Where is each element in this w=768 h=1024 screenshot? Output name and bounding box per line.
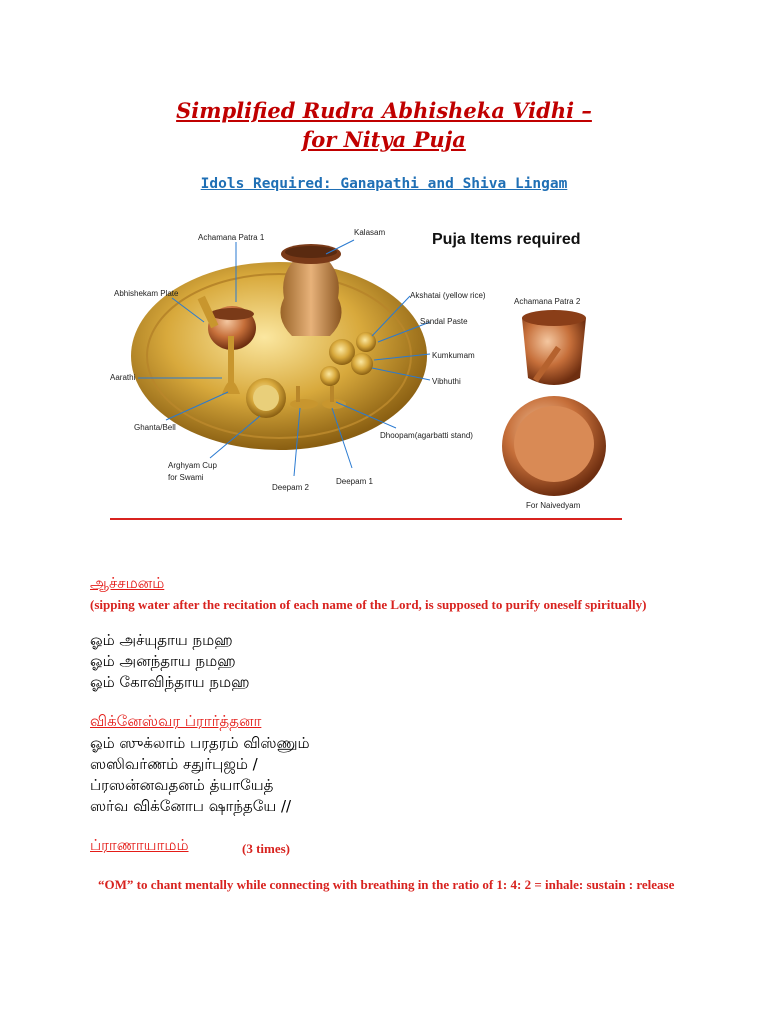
achamanam-line-3: ஓம் கோவிந்தாய நமஹ [90, 673, 250, 691]
label-deepam-2: Deepam 2 [272, 483, 309, 492]
puja-items-figure [104, 218, 624, 516]
label-naivedyam: For Naivedyam [526, 501, 581, 510]
label-vibhuthi: Vibhuthi [432, 377, 461, 386]
label-achamana-1: Achamana Patra 1 [198, 233, 265, 242]
vighneswara-line-3: ப்ரஸன்னவதனம் த்யாயேத் [90, 776, 274, 794]
label-aarathi: Aarathi [110, 373, 136, 382]
label-akshatai: Akshatai (yellow rice) [410, 291, 486, 300]
achamanam-line-1: ஓம் அச்யுதாய நமஹ [90, 631, 233, 649]
vighneswara-line-4: ஸர்வ விக்னோப ஷாந்தயே // [90, 797, 292, 815]
achamanam-heading: ஆச்சமனம் [90, 574, 165, 592]
achamanam-line-2: ஓம் அனந்தாய நமஹ [90, 652, 236, 670]
section-divider [110, 518, 622, 520]
title-line-2: for Nitya Puja [302, 127, 466, 152]
label-sandal: Sandal Paste [420, 317, 468, 326]
label-ghanta: Ghanta/Bell [134, 423, 176, 432]
pranayamam-note: “OM” to chant mentally while connecting with breathing in the ratio of 1: 4: 2 = inhale: sustain : release [98, 877, 675, 892]
kalasam [280, 260, 341, 336]
vighneswara-heading: விக்னேஸ்வர ப்ரார்த்தனா [90, 712, 262, 730]
pranayamam-title: ப்ராணாயாமம் [90, 836, 189, 854]
subtitle: Idols Required: Ganapathi and Shiva Lingam [200, 176, 568, 192]
achamanam-note: (sipping water after the recitation of each name of the Lord, is supposed to purify oneself spiritually) [90, 597, 647, 612]
label-arghyam-2: for Swami [168, 473, 204, 482]
pranayamam-heading [90, 836, 189, 856]
label-arghyam-1: Arghyam Cup [168, 461, 217, 470]
label-deepam-1: Deepam 1 [336, 477, 373, 486]
figure-heading: Puja Items required [432, 231, 581, 248]
pranayamam-times: (3 times) [242, 841, 291, 856]
vighneswara-line-1: ஓம் ஸுக்லாம் பரதரம் விஸ்ணும் [90, 734, 310, 752]
label-kumkumam: Kumkumam [432, 351, 475, 360]
label-achamana-2: Achamana Patra 2 [514, 297, 581, 306]
label-abhishekam-plate: Abhishekam Plate [114, 289, 179, 298]
title-line-1: Simplified Rudra Abhisheka Vidhi – [176, 98, 592, 123]
label-kalasam: Kalasam [354, 228, 386, 237]
vighneswara-line-2: ஸஸிவர்ணம் சதுர்புஜம் / [90, 755, 258, 773]
label-dhoopam: Dhoopam(agarbatti stand) [380, 431, 473, 440]
